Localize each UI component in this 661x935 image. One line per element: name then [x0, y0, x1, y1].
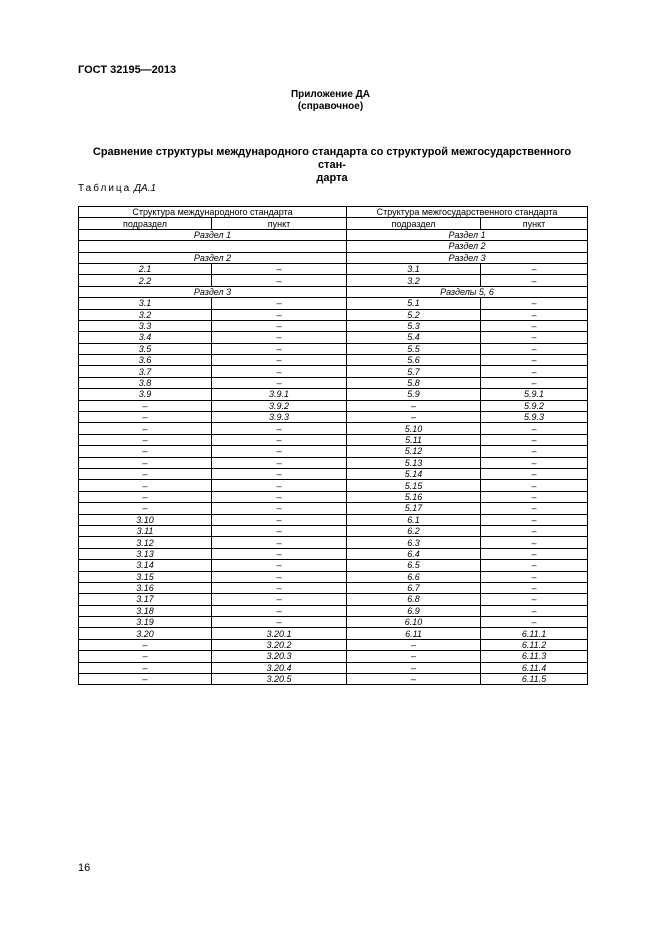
state-item-cell: 6.11.5: [481, 674, 588, 685]
intl-subsection-cell: –: [79, 639, 212, 650]
state-subsection-cell: 5.4: [347, 332, 481, 343]
table-row: [79, 263, 588, 274]
state-subsection-cell: 6.11: [347, 628, 481, 639]
state-subsection-cell: 5.1: [347, 298, 481, 309]
intl-section-cell: Раздел 1: [79, 229, 347, 240]
table-row: [79, 594, 588, 605]
intl-subsection-cell: –: [79, 468, 212, 479]
intl-item-cell: –: [212, 582, 347, 593]
intl-subsection-cell: –: [79, 491, 212, 502]
intl-subsection-cell: –: [79, 457, 212, 468]
intl-subsection-cell: –: [79, 651, 212, 662]
intl-subsection-cell: 3.18: [79, 605, 212, 616]
intl-subsection-cell: 3.7: [79, 366, 212, 377]
table-row: [79, 309, 588, 320]
table-row: [79, 560, 588, 571]
state-item-cell: –: [481, 491, 588, 502]
intl-item-cell: –: [212, 434, 347, 445]
state-item-cell: 5.9.2: [481, 400, 588, 411]
header-state-subsection: подраздел: [347, 218, 481, 229]
comparison-title: [78, 146, 586, 185]
state-subsection-cell: 6.3: [347, 537, 481, 548]
intl-item-cell: –: [212, 366, 347, 377]
table-row: [79, 571, 588, 582]
state-subsection-cell: 6.8: [347, 594, 481, 605]
intl-subsection-cell: 3.1: [79, 298, 212, 309]
intl-item-cell: 3.9.2: [212, 400, 347, 411]
state-item-cell: –: [481, 582, 588, 593]
table-row: [79, 343, 588, 354]
state-item-cell: –: [481, 275, 588, 286]
table-caption-label: Таблица: [78, 183, 132, 194]
intl-item-cell: –: [212, 446, 347, 457]
intl-subsection-cell: 3.4: [79, 332, 212, 343]
intl-section-cell: Раздел 2: [79, 252, 347, 263]
intl-item-cell: –: [212, 605, 347, 616]
state-subsection-cell: –: [347, 674, 481, 685]
state-subsection-cell: 6.1: [347, 514, 481, 525]
state-subsection-cell: –: [347, 639, 481, 650]
state-item-cell: –: [481, 560, 588, 571]
state-subsection-cell: 5.7: [347, 366, 481, 377]
intl-subsection-cell: 3.12: [79, 537, 212, 548]
state-subsection-cell: 5.14: [347, 468, 481, 479]
table-caption-number: ДА.1: [134, 183, 157, 194]
state-subsection-cell: 5.12: [347, 446, 481, 457]
table-row: [79, 537, 588, 548]
structure-comparison-table: [78, 206, 588, 685]
table-subheader-row: [79, 218, 588, 229]
intl-item-cell: –: [212, 491, 347, 502]
section-row: [79, 252, 588, 263]
state-subsection-cell: 6.6: [347, 571, 481, 582]
table-caption: [78, 183, 156, 194]
intl-subsection-cell: –: [79, 480, 212, 491]
document-code: ГОСТ 32195—2013: [78, 64, 177, 76]
table-row: [79, 617, 588, 628]
state-subsection-cell: 5.16: [347, 491, 481, 502]
table-row: [79, 434, 588, 445]
intl-item-cell: 3.20.3: [212, 651, 347, 662]
state-item-cell: –: [481, 320, 588, 331]
intl-subsection-cell: 2.2: [79, 275, 212, 286]
state-item-cell: –: [481, 617, 588, 628]
state-subsection-cell: 6.2: [347, 525, 481, 536]
state-subsection-cell: 5.10: [347, 423, 481, 434]
table-row: [79, 582, 588, 593]
intl-item-cell: –: [212, 503, 347, 514]
state-subsection-cell: 5.6: [347, 355, 481, 366]
intl-item-cell: 3.20.1: [212, 628, 347, 639]
table-body: [79, 229, 588, 685]
intl-subsection-cell: 3.2: [79, 309, 212, 320]
state-subsection-cell: 5.2: [347, 309, 481, 320]
table-row: [79, 674, 588, 685]
table-row: [79, 389, 588, 400]
intl-item-cell: –: [212, 343, 347, 354]
state-subsection-cell: 5.17: [347, 503, 481, 514]
section-row: [79, 229, 588, 240]
state-subsection-cell: –: [347, 412, 481, 423]
intl-subsection-cell: –: [79, 446, 212, 457]
state-section-cell: Раздел 3: [347, 252, 588, 263]
state-item-cell: –: [481, 594, 588, 605]
intl-item-cell: –: [212, 548, 347, 559]
table-row: [79, 605, 588, 616]
table-row: [79, 639, 588, 650]
state-item-cell: –: [481, 468, 588, 479]
table-row: [79, 377, 588, 388]
state-item-cell: –: [481, 366, 588, 377]
state-item-cell: 6.11.2: [481, 639, 588, 650]
intl-item-cell: 3.9.1: [212, 389, 347, 400]
state-item-cell: –: [481, 457, 588, 468]
intl-subsection-cell: 3.13: [79, 548, 212, 559]
state-item-cell: –: [481, 503, 588, 514]
intl-item-cell: –: [212, 537, 347, 548]
intl-subsection-cell: 3.11: [79, 525, 212, 536]
table-row: [79, 400, 588, 411]
table-row: [79, 491, 588, 502]
state-item-cell: 6.11.3: [481, 651, 588, 662]
intl-subsection-cell: –: [79, 412, 212, 423]
state-subsection-cell: 5.3: [347, 320, 481, 331]
state-subsection-cell: 3.2: [347, 275, 481, 286]
state-item-cell: –: [481, 332, 588, 343]
appendix-heading: [0, 89, 661, 113]
state-item-cell: –: [481, 377, 588, 388]
state-item-cell: –: [481, 434, 588, 445]
header-intl-subsection: подраздел: [79, 218, 212, 229]
table-row: [79, 548, 588, 559]
header-state-structure: Структура межгосударственного стандарта: [347, 207, 588, 218]
intl-item-cell: 3.20.5: [212, 674, 347, 685]
state-subsection-cell: 6.5: [347, 560, 481, 571]
state-item-cell: –: [481, 480, 588, 491]
table-row: [79, 525, 588, 536]
intl-subsection-cell: 3.15: [79, 571, 212, 582]
table-row: [79, 332, 588, 343]
header-state-item: пункт: [481, 218, 588, 229]
intl-subsection-cell: 3.9: [79, 389, 212, 400]
state-subsection-cell: 3.1: [347, 263, 481, 274]
intl-subsection-cell: –: [79, 423, 212, 434]
state-item-cell: –: [481, 355, 588, 366]
intl-subsection-cell: 3.6: [79, 355, 212, 366]
state-item-cell: –: [481, 309, 588, 320]
state-subsection-cell: 5.5: [347, 343, 481, 354]
header-intl-structure: Структура международного стандарта: [79, 207, 347, 218]
table-row: [79, 503, 588, 514]
intl-item-cell: –: [212, 263, 347, 274]
table-row: [79, 514, 588, 525]
intl-item-cell: –: [212, 571, 347, 582]
intl-item-cell: –: [212, 423, 347, 434]
intl-item-cell: –: [212, 298, 347, 309]
state-item-cell: 6.11.1: [481, 628, 588, 639]
table-row: [79, 355, 588, 366]
table-row: [79, 366, 588, 377]
intl-item-cell: –: [212, 320, 347, 331]
intl-subsection-cell: –: [79, 674, 212, 685]
intl-item-cell: –: [212, 525, 347, 536]
state-subsection-cell: 6.10: [347, 617, 481, 628]
state-subsection-cell: –: [347, 651, 481, 662]
state-section-cell: Раздел 2: [347, 241, 588, 252]
intl-subsection-cell: 3.19: [79, 617, 212, 628]
intl-subsection-cell: 3.3: [79, 320, 212, 331]
state-section-cell: Раздел 1: [347, 229, 588, 240]
intl-item-cell: –: [212, 594, 347, 605]
state-item-cell: –: [481, 423, 588, 434]
intl-item-cell: –: [212, 275, 347, 286]
intl-subsection-cell: 3.14: [79, 560, 212, 571]
state-subsection-cell: 5.9: [347, 389, 481, 400]
table-row: [79, 457, 588, 468]
intl-item-cell: –: [212, 480, 347, 491]
state-item-cell: 6.11.4: [481, 662, 588, 673]
intl-subsection-cell: 2.1: [79, 263, 212, 274]
state-item-cell: –: [481, 537, 588, 548]
state-item-cell: –: [481, 343, 588, 354]
table-row: [79, 446, 588, 457]
page-number: 16: [78, 862, 91, 874]
table-row: [79, 468, 588, 479]
intl-item-cell: –: [212, 468, 347, 479]
comparison-title-line1: Сравнение структуры международного стандарта со структурой межгосударственного стан-: [92, 146, 572, 171]
table-row: [79, 423, 588, 434]
state-item-cell: 5.9.3: [481, 412, 588, 423]
state-subsection-cell: 6.9: [347, 605, 481, 616]
state-item-cell: –: [481, 605, 588, 616]
section-row: [79, 286, 588, 297]
intl-section-cell: Раздел 3: [79, 286, 347, 297]
state-subsection-cell: 6.4: [347, 548, 481, 559]
intl-item-cell: –: [212, 560, 347, 571]
table-row: [79, 480, 588, 491]
table-row: [79, 662, 588, 673]
intl-subsection-cell: –: [79, 434, 212, 445]
appendix-subtitle: (справочное): [297, 101, 364, 112]
table-row: [79, 412, 588, 423]
state-subsection-cell: –: [347, 662, 481, 673]
intl-item-cell: –: [212, 617, 347, 628]
state-item-cell: –: [481, 548, 588, 559]
intl-subsection-cell: 3.17: [79, 594, 212, 605]
table-row: [79, 275, 588, 286]
state-subsection-cell: 5.15: [347, 480, 481, 491]
state-section-cell: Разделы 5, 6: [347, 286, 588, 297]
intl-item-cell: –: [212, 457, 347, 468]
table-row: [79, 298, 588, 309]
intl-subsection-cell: 3.20: [79, 628, 212, 639]
table-header-row: [79, 207, 588, 218]
appendix-title: Приложение ДА: [290, 89, 371, 100]
state-subsection-cell: 6.7: [347, 582, 481, 593]
intl-item-cell: –: [212, 377, 347, 388]
state-item-cell: –: [481, 571, 588, 582]
intl-subsection-cell: –: [79, 662, 212, 673]
section-row: [79, 241, 588, 252]
state-item-cell: 5.9.1: [481, 389, 588, 400]
state-item-cell: –: [481, 298, 588, 309]
intl-subsection-cell: 3.10: [79, 514, 212, 525]
header-intl-item: пункт: [212, 218, 347, 229]
table-row: [79, 628, 588, 639]
comparison-title-line2: дарта: [316, 172, 348, 184]
state-subsection-cell: 5.13: [347, 457, 481, 468]
intl-item-cell: 3.20.4: [212, 662, 347, 673]
intl-item-cell: –: [212, 514, 347, 525]
intl-item-cell: –: [212, 309, 347, 320]
table-row: [79, 320, 588, 331]
intl-subsection-cell: 3.16: [79, 582, 212, 593]
intl-subsection-cell: 3.5: [79, 343, 212, 354]
intl-subsection-cell: –: [79, 503, 212, 514]
state-item-cell: –: [481, 263, 588, 274]
intl-item-cell: 3.9.3: [212, 412, 347, 423]
state-item-cell: –: [481, 514, 588, 525]
state-subsection-cell: 5.11: [347, 434, 481, 445]
state-subsection-cell: –: [347, 400, 481, 411]
state-subsection-cell: 5.8: [347, 377, 481, 388]
intl-subsection-cell: 3.8: [79, 377, 212, 388]
intl-section-cell-empty: [79, 241, 347, 252]
table-row: [79, 651, 588, 662]
intl-item-cell: 3.20.2: [212, 639, 347, 650]
intl-subsection-cell: –: [79, 400, 212, 411]
intl-item-cell: –: [212, 332, 347, 343]
state-item-cell: –: [481, 525, 588, 536]
intl-item-cell: –: [212, 355, 347, 366]
state-item-cell: –: [481, 446, 588, 457]
